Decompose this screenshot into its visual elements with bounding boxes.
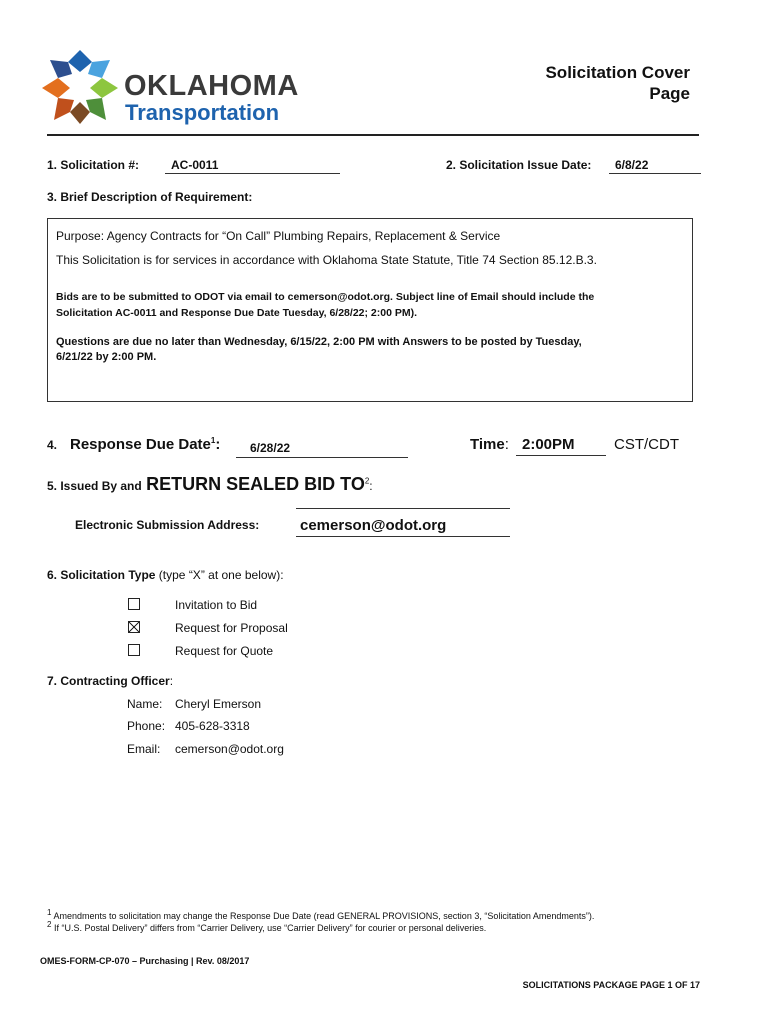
issue-date-field: 6/8/22 (609, 158, 701, 174)
description-box (47, 218, 693, 402)
officer-phone-label: Phone: (127, 719, 166, 733)
star-logo-icon (40, 48, 120, 126)
solicitation-type-label-rest: (type “X” at one below): (155, 568, 284, 582)
solicitation-number-label: 1. Solicitation #: (47, 158, 140, 172)
response-due-label-text: Response Due Date (70, 436, 211, 453)
return-sealed-bid-text: RETURN SEALED BID TO (146, 474, 365, 494)
option-label-request-for-quote: Request for Quote (175, 644, 274, 658)
bids-line-1: Bids are to be submitted to ODOT via email to cemerson@odot.org. Subject line of Email should include the (56, 291, 595, 303)
checkbox-request-for-quote[interactable] (128, 644, 140, 656)
issued-by-label (47, 474, 373, 495)
time-label (470, 436, 509, 453)
statute-text: This Solicitation is for services in accordance with Oklahoma State Statute, Title 74 Section 85.12.B.3. (56, 253, 597, 267)
logo-wordmark: OKLAHOMA (124, 70, 299, 102)
purpose-text: Purpose: Agency Contracts for “On Call” Plumbing Repairs, Replacement & Service (56, 229, 501, 243)
page-title (470, 62, 690, 104)
title-line-1: Solicitation Cover (545, 63, 690, 82)
title-line-2: Page (649, 84, 690, 103)
contracting-officer-label-bold: 7. Contracting Officer (47, 674, 170, 688)
page-number: SOLICITATIONS PACKAGE PAGE 1 OF 17 (522, 980, 700, 990)
officer-name-label: Name: (127, 697, 163, 711)
solicitation-type-label (47, 568, 284, 582)
officer-name-value: Cheryl Emerson (175, 697, 262, 711)
checkbox-invitation-to-bid[interactable] (128, 598, 140, 610)
bids-text (56, 289, 686, 321)
solicitation-type-label-bold: 6. Solicitation Type (47, 568, 156, 582)
timezone-text: CST/CDT (614, 436, 679, 453)
option-label-invitation-to-bid: Invitation to Bid (175, 598, 258, 612)
response-time-field: 2:00PM (516, 436, 606, 456)
questions-line-2: 6/21/22 by 2:00 PM. (56, 351, 157, 363)
checkbox-request-for-proposal[interactable] (128, 621, 140, 633)
form-id: OMES-FORM-CP-070 – Purchasing | Rev. 08/2017 (40, 956, 250, 966)
submission-address-field: cemerson@odot.org (296, 517, 510, 537)
issued-by-colon: : (369, 479, 373, 493)
logo-subtitle: Transportation (125, 100, 280, 125)
issue-date-label: 2. Solicitation Issue Date: (446, 158, 592, 172)
response-due-colon: : (215, 436, 221, 453)
response-due-label (70, 436, 220, 453)
footnote-1-marker: 1 (47, 908, 52, 917)
submission-address-label: Electronic Submission Address: (75, 518, 260, 532)
header-divider (47, 134, 699, 136)
contracting-officer-label (47, 674, 173, 688)
response-due-date-field: 6/28/22 (236, 441, 408, 458)
questions-text (56, 335, 686, 365)
time-label-text: Time (470, 436, 505, 453)
questions-line-1: Questions are due no later than Wednesday, 6/15/22, 2:00 PM with Answers to be posted by Tuesday, (56, 336, 582, 348)
description-label: 3. Brief Description of Requirement: (47, 190, 253, 204)
footnote-2-text: If “U.S. Postal Delivery” differs from “Carrier Delivery, use “Carrier Delivery” for courier or personal deliveries. (51, 923, 487, 933)
officer-email-label: Email: (127, 742, 161, 756)
officer-email-value: cemerson@odot.org (175, 742, 284, 756)
footnote-2-marker: 2 (47, 920, 52, 929)
footnote-2 (47, 920, 737, 933)
contracting-officer-colon: : (169, 674, 174, 688)
option-label-request-for-proposal: Request for Proposal (175, 621, 288, 635)
solicitation-number-field: AC-0011 (165, 158, 340, 174)
footnote-1-text: Amendments to solicitation may change the Response Due Date (read GENERAL PROVISIONS, section 3, “Solicitation Amendments”). (51, 911, 595, 921)
bids-line-2: Solicitation AC-0011 and Response Due Date Tuesday, 6/28/22; 2:00 PM). (56, 307, 418, 319)
footnote-ref-1: 1 (210, 436, 216, 445)
issued-by-rule (296, 508, 510, 509)
time-colon: : (504, 436, 509, 453)
issued-by-prefix: 5. Issued By and (47, 479, 142, 493)
footnote-ref-2: 2 (364, 476, 370, 486)
response-due-number: 4. (47, 438, 58, 452)
officer-phone-value: 405-628-3318 (175, 719, 250, 733)
